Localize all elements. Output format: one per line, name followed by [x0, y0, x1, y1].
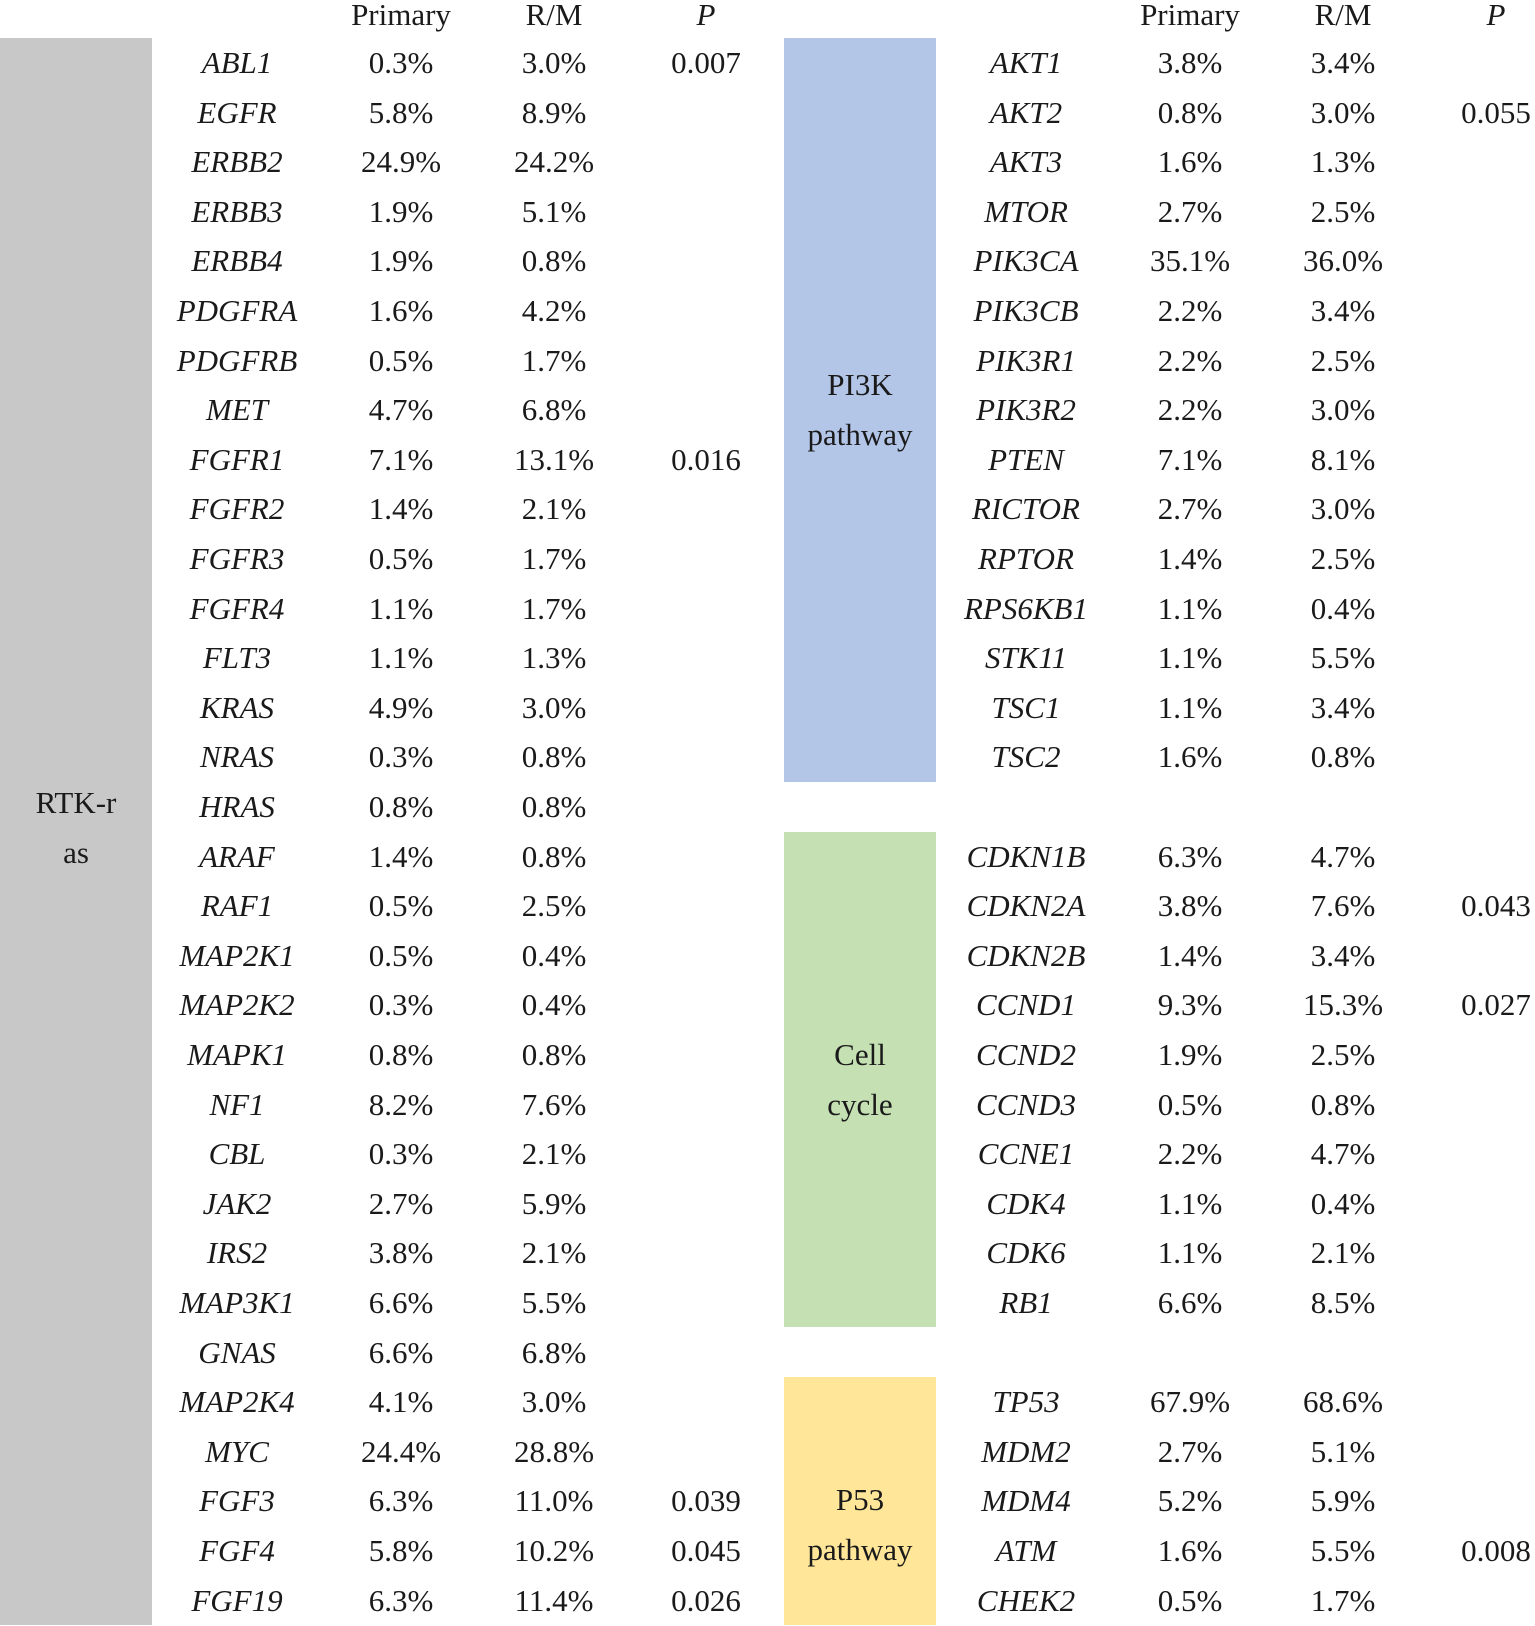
right-rm-cell: 36.0% [1302, 243, 1384, 279]
left-rm-cell: 24.2% [513, 144, 595, 180]
right-rm-cell: 3.4% [1310, 293, 1376, 328]
left-gene-cell: FGFR3 [189, 541, 285, 576]
right-primary-cell: 0.5% [1157, 1582, 1223, 1618]
pi3k-label [784, 360, 936, 460]
left-primary-cell: 4.1% [368, 1384, 434, 1420]
left-rm-cell: 6.8% [521, 392, 587, 428]
right-rm-cell: 15.3% [1302, 987, 1384, 1023]
right-gene-cell: AKT1 [989, 45, 1063, 80]
right-rm-cell: 4.7% [1310, 838, 1376, 874]
right-primary-cell: 35.1% [1149, 243, 1231, 279]
p53-label [784, 1475, 936, 1575]
left-rm-cell: 1.7% [521, 590, 587, 626]
right-primary-cell: 67.9% [1149, 1384, 1231, 1420]
left-primary-cell: 24.4% [360, 1433, 442, 1469]
right-gene-cell: STK11 [984, 640, 1068, 676]
pi3k-label-text: PI3K pathway [807, 367, 913, 452]
left-rm-cell: 2.1% [521, 1136, 587, 1172]
right-rm-cell: 5.5% [1310, 1533, 1376, 1568]
right-gene-cell: MTOR [984, 193, 1068, 229]
right-primary-cell: 3.8% [1157, 45, 1223, 80]
left-rm-cell: 13.1% [513, 441, 595, 477]
left-primary-cell: 4.7% [368, 392, 434, 428]
right-primary-cell: 5.2% [1157, 1483, 1223, 1519]
left-rm-cell: 0.8% [521, 838, 587, 874]
left-rm-cell: 3.0% [521, 45, 587, 80]
right-rm-cell: 4.7% [1310, 1136, 1376, 1172]
left-primary-cell: 0.5% [368, 937, 434, 973]
right-gene-cell: CDKN2A [966, 888, 1086, 924]
right-primary-cell: 2.7% [1157, 1433, 1223, 1469]
right-gene-cell: CCND1 [976, 987, 1076, 1023]
right-p-cell: 0.043 [1461, 888, 1531, 924]
left-gene-cell: ARAF [199, 838, 275, 874]
left-primary-cell: 1.6% [368, 293, 434, 328]
right-gene-cell: AKT3 [989, 144, 1063, 180]
header-right-rm: R/M [1314, 0, 1372, 32]
left-primary-cell: 24.9% [360, 144, 442, 180]
right-gene-cell: RB1 [999, 1285, 1053, 1320]
right-primary-cell: 1.1% [1157, 1185, 1223, 1221]
right-rm-cell: 3.0% [1310, 491, 1376, 527]
left-rm-cell: 3.0% [521, 1384, 587, 1420]
right-primary-cell: 1.9% [1157, 1037, 1223, 1072]
left-gene-cell: FGF19 [191, 1582, 283, 1618]
left-rm-cell: 4.2% [521, 293, 587, 328]
left-primary-cell: 0.3% [368, 987, 434, 1023]
left-rm-cell: 6.8% [521, 1334, 587, 1370]
left-gene-cell: NF1 [209, 1086, 265, 1122]
right-primary-cell: 1.6% [1157, 144, 1223, 180]
left-gene-cell: MAP2K4 [179, 1384, 295, 1420]
left-gene-cell: ERBB3 [191, 193, 283, 229]
left-rm-cell: 11.4% [514, 1582, 594, 1618]
right-primary-cell: 2.2% [1157, 342, 1223, 378]
left-rm-cell: 5.9% [521, 1185, 587, 1221]
left-primary-cell: 1.1% [368, 590, 434, 626]
right-rm-cell: 3.0% [1310, 392, 1376, 428]
left-gene-cell: EGFR [197, 94, 277, 130]
right-rm-cell: 0.8% [1310, 1086, 1376, 1122]
left-rm-cell: 8.9% [521, 94, 587, 130]
left-rm-cell: 5.5% [521, 1285, 587, 1320]
right-rm-cell: 2.1% [1310, 1235, 1376, 1271]
right-rm-cell: 2.5% [1310, 1037, 1376, 1072]
right-primary-cell: 3.8% [1157, 888, 1223, 924]
right-rm-cell: 0.4% [1310, 1185, 1376, 1221]
right-primary-cell: 2.2% [1157, 293, 1223, 328]
left-primary-cell: 6.6% [368, 1285, 434, 1320]
right-p-cell: 0.008 [1461, 1533, 1531, 1568]
left-gene-cell: FGFR1 [189, 441, 285, 477]
left-gene-cell: NRAS [199, 739, 275, 775]
right-gene-cell: PIK3R1 [976, 342, 1076, 378]
right-primary-cell: 1.4% [1157, 937, 1223, 973]
right-rm-cell: 3.4% [1310, 689, 1376, 725]
right-primary-cell: 9.3% [1157, 987, 1223, 1023]
right-rm-cell: 7.6% [1310, 888, 1376, 924]
right-gene-cell: TSC1 [991, 689, 1061, 725]
right-gene-cell: CDKN1B [966, 838, 1086, 874]
header-right-p: P [1486, 0, 1506, 32]
left-gene-cell: GNAS [198, 1334, 276, 1370]
left-p-cell: 0.045 [671, 1533, 741, 1568]
right-gene-cell: MDM2 [981, 1433, 1071, 1469]
left-gene-cell: KRAS [199, 689, 275, 725]
cell-cycle-label-text: Cell cycle [827, 1037, 893, 1122]
left-primary-cell: 6.3% [368, 1582, 434, 1618]
right-rm-cell: 3.4% [1310, 45, 1376, 80]
left-primary-cell: 4.9% [368, 689, 434, 725]
left-rm-cell: 0.8% [521, 789, 587, 824]
left-gene-cell: FGF4 [199, 1533, 275, 1568]
right-rm-cell: 2.5% [1310, 342, 1376, 378]
left-primary-cell: 1.1% [368, 640, 434, 676]
left-gene-cell: FGFR4 [189, 590, 285, 626]
right-primary-cell: 0.5% [1157, 1086, 1223, 1122]
left-rm-cell: 2.1% [521, 491, 587, 527]
left-primary-cell: 0.8% [368, 1037, 434, 1072]
right-gene-cell: PIK3R2 [976, 392, 1076, 428]
left-p-cell: 0.016 [671, 441, 741, 477]
left-rm-cell: 1.7% [521, 342, 587, 378]
left-rm-cell: 0.8% [521, 739, 587, 775]
left-rm-cell: 0.4% [521, 987, 587, 1023]
left-primary-cell: 0.5% [368, 541, 434, 576]
left-primary-cell: 0.8% [368, 789, 434, 824]
right-primary-cell: 7.1% [1157, 441, 1223, 477]
left-rm-cell: 0.8% [521, 1037, 587, 1072]
right-rm-cell: 2.5% [1310, 541, 1376, 576]
right-rm-cell: 5.9% [1310, 1483, 1376, 1519]
left-gene-cell: MAP2K2 [179, 987, 295, 1023]
left-primary-cell: 0.5% [368, 342, 434, 378]
right-gene-cell: CCND2 [976, 1037, 1076, 1072]
right-gene-cell: AKT2 [989, 94, 1063, 130]
right-primary-cell: 1.1% [1157, 689, 1223, 725]
left-rm-cell: 3.0% [521, 689, 587, 725]
right-rm-cell: 0.8% [1310, 739, 1376, 775]
right-primary-cell: 1.4% [1157, 541, 1223, 576]
left-p-cell: 0.007 [671, 45, 741, 80]
right-gene-cell: TSC2 [991, 739, 1061, 775]
left-primary-cell: 1.4% [368, 491, 434, 527]
left-gene-cell: PDGFRB [176, 342, 298, 378]
p53-label-text: P53 pathway [807, 1482, 913, 1567]
right-rm-cell: 68.6% [1302, 1384, 1384, 1420]
header-left-rm: R/M [525, 0, 583, 32]
left-rm-cell: 5.1% [521, 193, 587, 229]
right-gene-cell: ATM [995, 1533, 1057, 1568]
right-rm-cell: 8.1% [1310, 441, 1376, 477]
left-gene-cell: MAP3K1 [179, 1285, 295, 1320]
right-rm-cell: 8.5% [1310, 1285, 1376, 1320]
left-rm-cell: 11.0% [514, 1483, 594, 1519]
left-gene-cell: JAK2 [202, 1185, 272, 1221]
right-rm-cell: 5.1% [1310, 1433, 1376, 1469]
rtk-ras-label [0, 778, 152, 878]
left-primary-cell: 7.1% [368, 441, 434, 477]
left-primary-cell: 0.5% [368, 888, 434, 924]
right-gene-cell: PTEN [988, 441, 1064, 477]
right-primary-cell: 6.6% [1157, 1285, 1223, 1320]
right-gene-cell: CCND3 [976, 1086, 1076, 1122]
right-primary-cell: 0.8% [1157, 94, 1223, 130]
left-gene-cell: MET [206, 392, 268, 428]
left-rm-cell: 28.8% [513, 1433, 595, 1469]
header-left-primary: Primary [351, 0, 451, 32]
left-gene-cell: FGF3 [199, 1483, 275, 1519]
right-gene-cell: CDK6 [986, 1235, 1066, 1271]
left-primary-cell: 8.2% [368, 1086, 434, 1122]
left-primary-cell: 5.8% [368, 94, 434, 130]
left-primary-cell: 1.9% [368, 243, 434, 279]
left-gene-cell: MAPK1 [187, 1037, 287, 1072]
left-gene-cell: HRAS [199, 789, 275, 824]
right-primary-cell: 2.7% [1157, 193, 1223, 229]
left-gene-cell: PDGFRA [176, 293, 298, 328]
left-rm-cell: 0.4% [521, 937, 587, 973]
left-gene-cell: ABL1 [201, 45, 273, 80]
right-gene-cell: RPS6KB1 [964, 590, 1088, 626]
right-gene-cell: MDM4 [981, 1483, 1071, 1519]
left-primary-cell: 1.9% [368, 193, 434, 229]
right-gene-cell: PIK3CB [973, 293, 1079, 328]
left-gene-cell: MYC [205, 1433, 269, 1469]
rtk-ras-label-text: RTK-ras [35, 785, 117, 870]
right-gene-cell: RPTOR [978, 541, 1074, 576]
left-p-cell: 0.026 [671, 1582, 741, 1618]
left-rm-cell: 2.5% [521, 888, 587, 924]
right-gene-cell: CDKN2B [966, 937, 1086, 973]
left-primary-cell: 2.7% [368, 1185, 434, 1221]
left-primary-cell: 6.3% [368, 1483, 434, 1519]
left-rm-cell: 7.6% [521, 1086, 587, 1122]
right-primary-cell: 2.7% [1157, 491, 1223, 527]
cell-cycle-label [784, 1030, 936, 1130]
left-rm-cell: 1.7% [521, 541, 587, 576]
right-primary-cell: 1.1% [1157, 640, 1223, 676]
right-gene-cell: CDK4 [986, 1185, 1066, 1221]
right-primary-cell: 1.1% [1157, 1235, 1223, 1271]
left-gene-cell: RAF1 [200, 888, 274, 924]
right-p-cell: 0.055 [1461, 94, 1531, 130]
right-gene-cell: TP53 [992, 1384, 1060, 1420]
right-gene-cell: RICTOR [972, 491, 1080, 527]
left-rm-cell: 1.3% [521, 640, 587, 676]
left-primary-cell: 0.3% [368, 1136, 434, 1172]
right-p-cell: 0.027 [1461, 987, 1531, 1023]
header-right-primary: Primary [1140, 0, 1240, 32]
right-rm-cell: 1.7% [1310, 1582, 1376, 1618]
right-primary-cell: 2.2% [1157, 1136, 1223, 1172]
right-gene-cell: PIK3CA [973, 243, 1079, 279]
right-primary-cell: 2.2% [1157, 392, 1223, 428]
left-primary-cell: 3.8% [368, 1235, 434, 1271]
left-primary-cell: 6.6% [368, 1334, 434, 1370]
left-primary-cell: 1.4% [368, 838, 434, 874]
left-gene-cell: ERBB2 [191, 144, 283, 180]
right-primary-cell: 1.6% [1157, 739, 1223, 775]
right-rm-cell: 2.5% [1310, 193, 1376, 229]
left-p-cell: 0.039 [671, 1483, 741, 1519]
right-rm-cell: 3.0% [1310, 94, 1376, 130]
right-primary-cell: 6.3% [1157, 838, 1223, 874]
right-rm-cell: 0.4% [1310, 590, 1376, 626]
right-rm-cell: 5.5% [1310, 640, 1376, 676]
left-gene-cell: ERBB4 [191, 243, 283, 279]
right-gene-cell: CCNE1 [977, 1136, 1075, 1172]
right-primary-cell: 1.1% [1157, 590, 1223, 626]
left-primary-cell: 5.8% [368, 1533, 434, 1568]
left-gene-cell: MAP2K1 [179, 937, 295, 973]
right-rm-cell: 1.3% [1310, 144, 1376, 180]
left-rm-cell: 0.8% [521, 243, 587, 279]
right-gene-cell: CHEK2 [976, 1582, 1076, 1618]
right-rm-cell: 3.4% [1310, 937, 1376, 973]
header-left-p: P [696, 0, 716, 32]
left-gene-cell: FLT3 [202, 640, 272, 676]
left-primary-cell: 0.3% [368, 45, 434, 80]
right-primary-cell: 1.6% [1157, 1533, 1223, 1568]
left-rm-cell: 10.2% [513, 1533, 595, 1568]
left-gene-cell: CBL [208, 1136, 266, 1172]
left-gene-cell: FGFR2 [189, 491, 285, 527]
left-gene-cell: IRS2 [206, 1235, 268, 1271]
left-rm-cell: 2.1% [521, 1235, 587, 1271]
left-primary-cell: 0.3% [368, 739, 434, 775]
